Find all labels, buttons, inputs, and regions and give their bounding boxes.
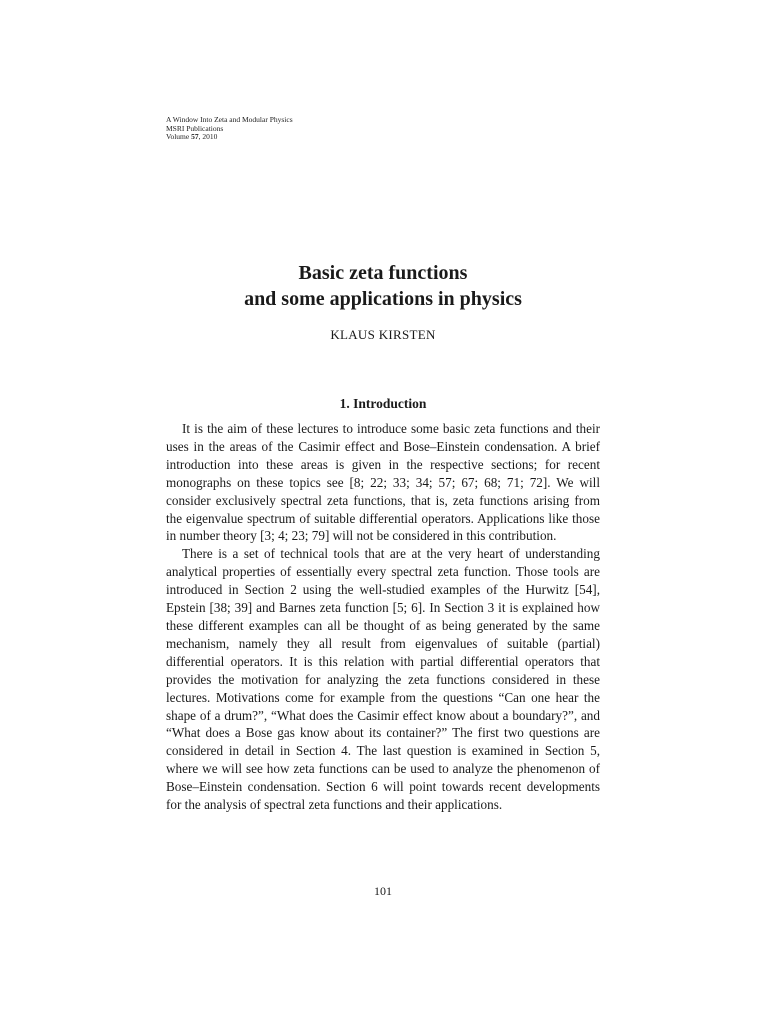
- paragraph: There is a set of technical tools that are at the very heart of understanding analytical properties of essentially every spectral zeta function. Those tools are introduced in Section 2 using the well-studied examples of the Hurwitz [54], Epstein [38; 39] and Barnes zeta function [5; 6]. In Section 3 it is explained how these different examples can all be thought of as being generated by the same mechanism, namely they all result from eigenvalues of suitable (partial) differential operators. It is this relation with partial differential operators that provides the motivation for analyzing the zeta functions considered in these lectures. Motivations come for example from the questions “Can one hear the shape of a drum?”, “What does the Casimir effect know about a boundary?”, and “What does a Bose gas know about its container?” The first two questions are considered in detail in Section 4. The last question is examined in Section 5, where we will see how zeta functions can be used to analyze the phenomenon of Bose–Einstein condensation. Section 6 will point towards recent developments for the analysis of spectral zeta functions and their applications.: [166, 546, 600, 813]
- publisher: MSRI Publications: [166, 123, 224, 133]
- section-heading: 1. Introduction: [339, 396, 427, 411]
- volume-number: 57: [191, 132, 199, 141]
- title-block: [166, 260, 600, 343]
- volume-line: [166, 133, 293, 142]
- series-header: [166, 116, 293, 142]
- page-number: 101: [374, 884, 392, 898]
- body-text: [166, 420, 600, 814]
- volume-suffix: , 2010: [198, 132, 218, 141]
- paragraph: It is the aim of these lectures to introduce some basic zeta functions and their uses in the areas of the Casimir effect and Bose–Einstein condensation. A brief introduction into these areas is given in the respective sections; for recent monographs on these topics see [8; 22; 33; 34; 57; 67; 68; 71; 72]. We will consider exclusively spectral zeta functions, that is, zeta functions arising from the eigenvalue spectrum of suitable differential operators. Applications like those in number theory [3; 4; 23; 79] will not be considered in this contribution.: [166, 421, 600, 544]
- book-title: A Window Into Zeta and Modular Physics: [166, 115, 293, 124]
- title-line-1: Basic zeta functions: [298, 262, 468, 284]
- paper-title: [166, 260, 600, 312]
- volume-prefix: Volume: [166, 132, 192, 141]
- title-line-2: and some applications in physics: [244, 288, 522, 310]
- author-name: KLAUS KIRSTEN: [330, 327, 436, 342]
